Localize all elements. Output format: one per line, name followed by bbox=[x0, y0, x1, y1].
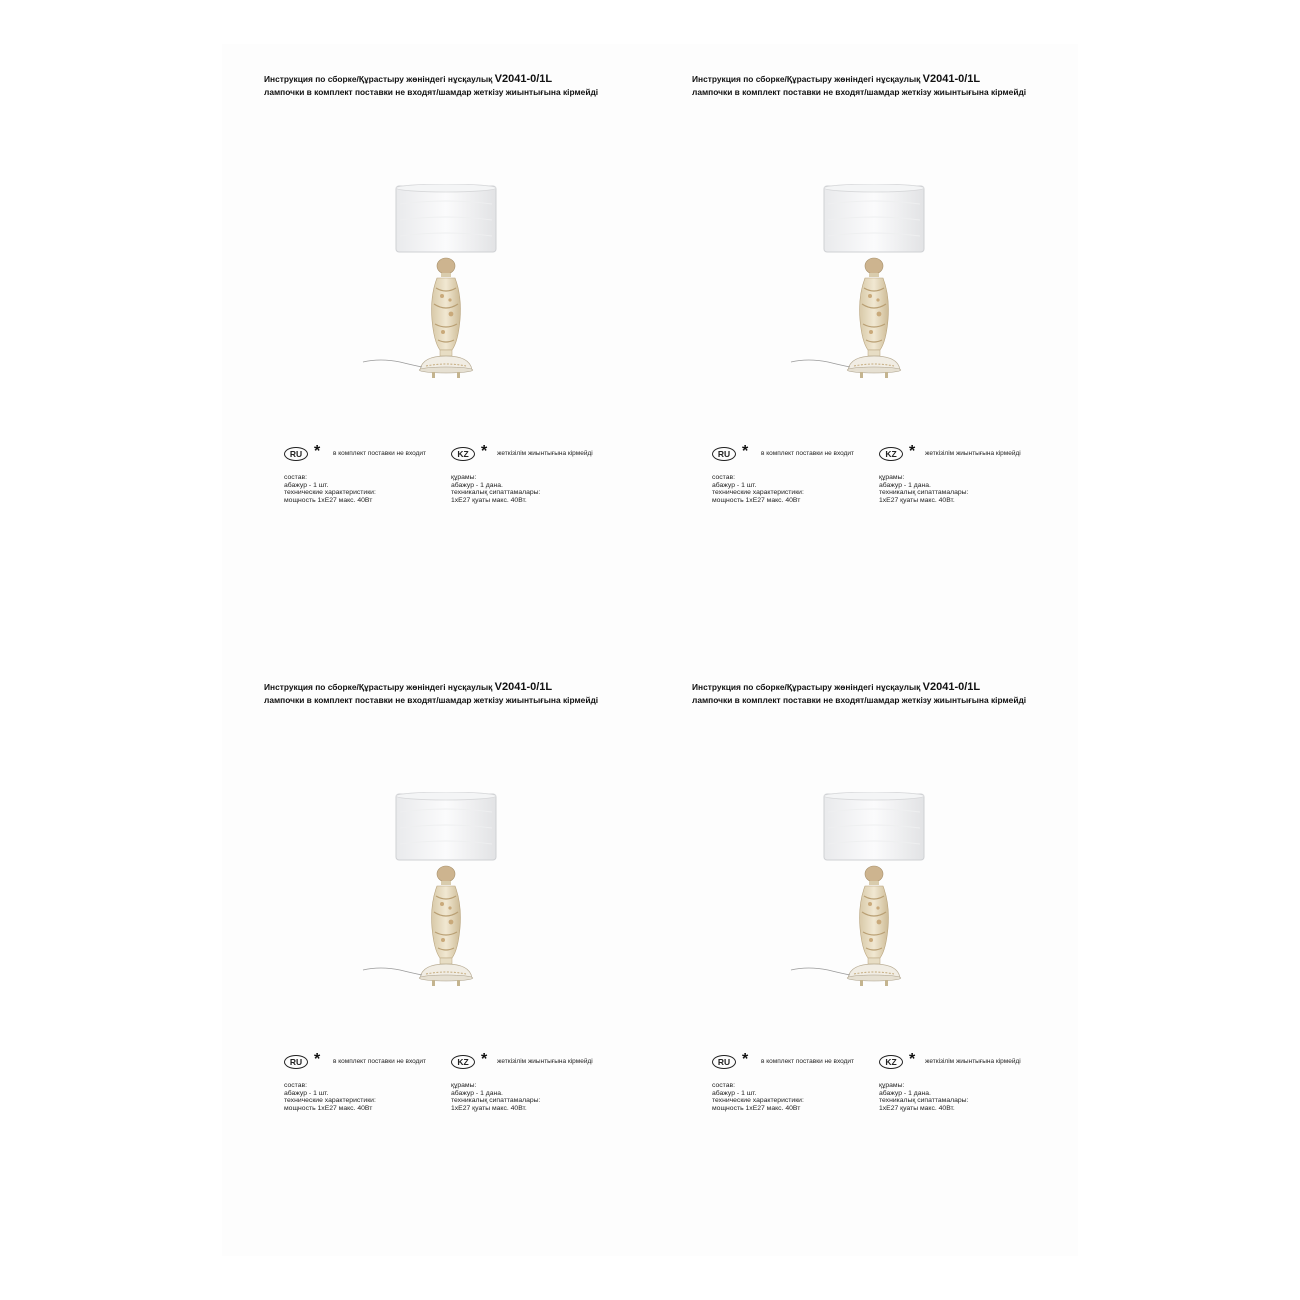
spec-line: 1хЕ27 қуаты макс. 40Вт. bbox=[879, 1104, 955, 1112]
ru-badge-icon: RU bbox=[712, 447, 736, 461]
lamp-base bbox=[419, 866, 473, 986]
spec-line: техникалық сипаттамалары: bbox=[451, 489, 541, 497]
asterisk-icon: * bbox=[481, 443, 488, 460]
instruction-panel-2 bbox=[692, 74, 1120, 680]
kz-legend-text: жеткізілім жиынтығына кірмейді bbox=[925, 450, 1021, 457]
bulbs-not-included-note: лампочки в комплект поставки не входят/шамдар жеткізу жиынтығына кірмейді bbox=[264, 695, 599, 705]
title-prefix: Инструкция по сборке/Құрастыру жөніндегі нұсқаулық bbox=[264, 682, 493, 692]
spec-line: құрамы: bbox=[451, 1082, 477, 1089]
kz-specification bbox=[451, 1082, 540, 1112]
model-number: V2041-0/1L bbox=[494, 681, 553, 693]
kz-badge-icon: KZ bbox=[879, 1055, 903, 1069]
spec-line: технические характеристики: bbox=[712, 489, 804, 497]
lamp-shade bbox=[824, 792, 924, 860]
spec-line: абажур - 1 шт. bbox=[284, 1089, 329, 1097]
kz-badge-icon: KZ bbox=[451, 447, 475, 461]
spec-line: абажур - 1 шт. bbox=[712, 1089, 757, 1097]
spec-line: 1хЕ27 қуаты макс. 40Вт. bbox=[451, 496, 527, 504]
ru-legend-text: в комплект поставки не входит bbox=[761, 1058, 855, 1065]
instruction-title bbox=[264, 682, 552, 693]
lamp-base bbox=[847, 866, 901, 986]
ru-specification bbox=[712, 1082, 804, 1112]
title-prefix: Инструкция по сборке/Құрастыру жөніндегі нұсқаулық bbox=[692, 682, 921, 692]
instruction-title bbox=[264, 74, 552, 85]
kz-specification bbox=[879, 1082, 968, 1112]
spec-line: техникалық сипаттамалары: bbox=[879, 489, 969, 497]
ru-badge-icon: RU bbox=[284, 447, 308, 461]
kz-badge-icon: KZ bbox=[879, 447, 903, 461]
power-cord bbox=[791, 968, 850, 975]
spec-line: технические характеристики: bbox=[284, 489, 376, 497]
spec-line: 1хЕ27 қуаты макс. 40Вт. bbox=[451, 1104, 527, 1112]
instruction-title bbox=[692, 682, 980, 693]
model-number: V2041-0/1L bbox=[922, 73, 981, 85]
spec-line: состав: bbox=[284, 474, 307, 481]
lamp-shade bbox=[824, 184, 924, 252]
kz-legend-text: жеткізілім жиынтығына кірмейді bbox=[497, 450, 593, 457]
asterisk-icon: * bbox=[909, 1051, 916, 1068]
title-prefix: Инструкция по сборке/Құрастыру жөніндегі нұсқаулық bbox=[264, 74, 493, 84]
legend-row bbox=[284, 443, 624, 462]
lamp-base bbox=[847, 258, 901, 378]
spec-line: құрамы: bbox=[879, 474, 905, 481]
ru-specification bbox=[284, 1082, 376, 1112]
spec-line: мощность 1хЕ27 макс. 40Вт bbox=[712, 496, 801, 504]
lamp-shade bbox=[396, 184, 496, 252]
asterisk-icon: * bbox=[742, 1051, 749, 1068]
spec-line: абажур - 1 дана. bbox=[451, 1089, 503, 1097]
ru-badge-icon: RU bbox=[712, 1055, 736, 1069]
asterisk-icon: * bbox=[314, 1051, 321, 1068]
spec-line: мощность 1хЕ27 макс. 40Вт bbox=[284, 496, 373, 504]
ru-legend-text: в комплект поставки не входит bbox=[333, 1058, 427, 1065]
spec-line: мощность 1хЕ27 макс. 40Вт bbox=[284, 1104, 373, 1112]
spec-line: абажур - 1 шт. bbox=[712, 481, 757, 489]
kz-legend-text: жеткізілім жиынтығына кірмейді bbox=[497, 1058, 593, 1065]
ru-legend-text: в комплект поставки не входит bbox=[761, 450, 855, 457]
table-lamp-illustration bbox=[360, 184, 510, 389]
kz-specification bbox=[879, 474, 968, 504]
lamp-base bbox=[419, 258, 473, 378]
lamp-shade bbox=[396, 792, 496, 860]
kz-specification bbox=[451, 474, 540, 504]
instruction-panel-4 bbox=[692, 682, 1120, 1288]
kz-badge-icon: KZ bbox=[451, 1055, 475, 1069]
title-prefix: Инструкция по сборке/Құрастыру жөніндегі нұсқаулық bbox=[692, 74, 921, 84]
spec-line: 1хЕ27 қуаты макс. 40Вт. bbox=[879, 496, 955, 504]
table-lamp-illustration bbox=[788, 184, 938, 389]
legend-row bbox=[712, 1051, 1052, 1070]
spec-line: құрамы: bbox=[451, 474, 477, 481]
bulbs-not-included-note: лампочки в комплект поставки не входят/шамдар жеткізу жиынтығына кірмейді bbox=[692, 695, 1027, 705]
spec-line: состав: bbox=[712, 474, 735, 481]
legend-row bbox=[284, 1051, 624, 1070]
model-number: V2041-0/1L bbox=[494, 73, 553, 85]
asterisk-icon: * bbox=[314, 443, 321, 460]
spec-line: состав: bbox=[712, 1082, 735, 1089]
asterisk-icon: * bbox=[742, 443, 749, 460]
spec-line: абажур - 1 дана. bbox=[879, 1089, 931, 1097]
spec-line: технические характеристики: bbox=[284, 1097, 376, 1105]
spec-line: технические характеристики: bbox=[712, 1097, 804, 1105]
bulbs-not-included-note: лампочки в комплект поставки не входят/шамдар жеткізу жиынтығына кірмейді bbox=[692, 87, 1027, 97]
instruction-panel-1 bbox=[264, 74, 692, 680]
spec-line: абажур - 1 шт. bbox=[284, 481, 329, 489]
spec-line: абажур - 1 дана. bbox=[451, 481, 503, 489]
ru-specification bbox=[712, 474, 804, 504]
model-number: V2041-0/1L bbox=[922, 681, 981, 693]
ru-legend-text: в комплект поставки не входит bbox=[333, 450, 427, 457]
asterisk-icon: * bbox=[909, 443, 916, 460]
power-cord bbox=[363, 968, 422, 975]
spec-line: техникалық сипаттамалары: bbox=[879, 1097, 969, 1105]
ru-specification bbox=[284, 474, 376, 504]
table-lamp-illustration bbox=[788, 792, 938, 997]
instruction-title bbox=[692, 74, 980, 85]
ru-badge-icon: RU bbox=[284, 1055, 308, 1069]
asterisk-icon: * bbox=[481, 1051, 488, 1068]
spec-line: состав: bbox=[284, 1082, 307, 1089]
legend-row bbox=[712, 443, 1052, 462]
kz-legend-text: жеткізілім жиынтығына кірмейді bbox=[925, 1058, 1021, 1065]
spec-line: мощность 1хЕ27 макс. 40Вт bbox=[712, 1104, 801, 1112]
spec-line: техникалық сипаттамалары: bbox=[451, 1097, 541, 1105]
spec-line: абажур - 1 дана. bbox=[879, 481, 931, 489]
instruction-panel-3 bbox=[264, 682, 692, 1288]
spec-line: құрамы: bbox=[879, 1082, 905, 1089]
table-lamp-illustration bbox=[360, 792, 510, 997]
power-cord bbox=[363, 360, 422, 367]
bulbs-not-included-note: лампочки в комплект поставки не входят/шамдар жеткізу жиынтығына кірмейді bbox=[264, 87, 599, 97]
power-cord bbox=[791, 360, 850, 367]
